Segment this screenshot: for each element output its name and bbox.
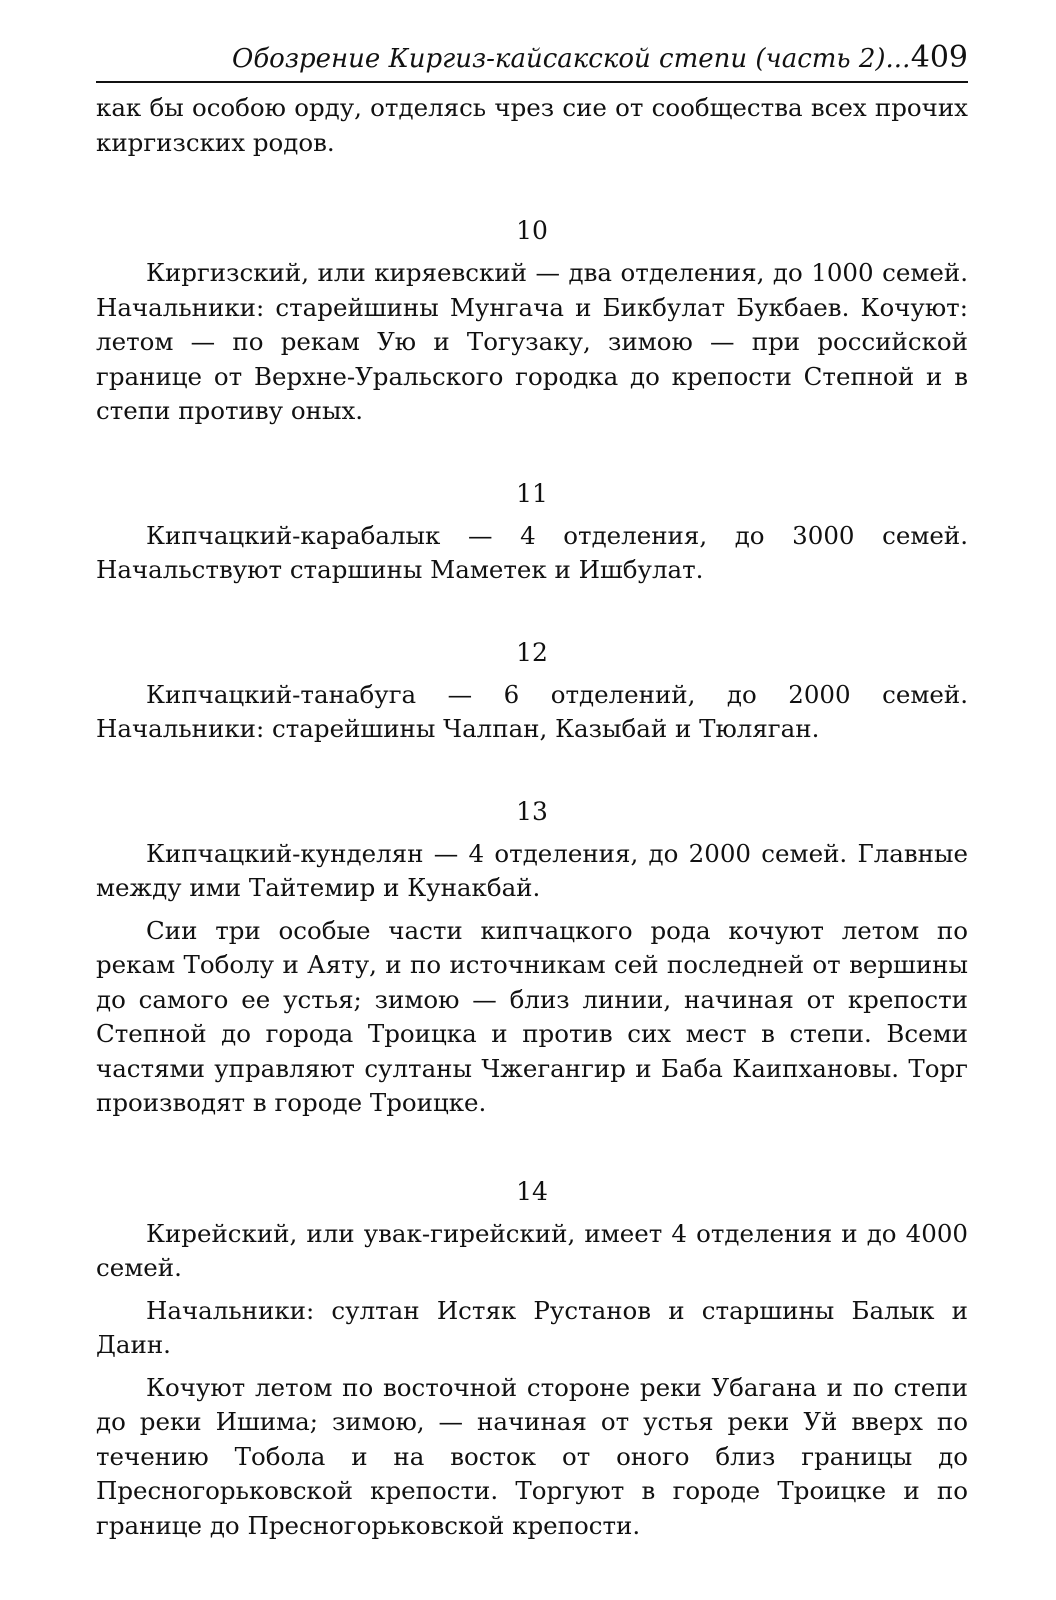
section-13-paragraph-1: Кипчацкий-кунделян — 4 отделения, до 2000 семей. Главные между ими Тайтемир и Кунакбай. [96, 838, 968, 902]
page [96, 40, 968, 1543]
section-number-10: 10 [516, 216, 548, 245]
section-14-paragraph-3: Кочуют летом по восточной стороне реки Убагана и по степи до реки Ишима; зимою, — начиная от устья реки Уй вверх по течению Тобола и на восток от оного близ границы до Пресногорьковской крепости. Торгуют в городе Троицке и по границе до Пресногорьковской крепости. [96, 1372, 968, 1540]
section-number-11: 11 [516, 478, 548, 508]
section-number-13: 13 [516, 796, 548, 826]
running-title: Обозрение Киргиз-кайсакской степи (часть 2)... [232, 44, 911, 74]
section-11-paragraph: Кипчацкий-карабалык — 4 отделения, до 3000 семей. Начальствуют старшины Маметек и Ишбулат. [96, 520, 968, 584]
section-12-paragraph: Кипчацкий-танабуга — 6 отделений, до 2000 семей. Начальники: старейшины Чалпан, Казыбай и Тюляган. [96, 679, 968, 743]
section-14-paragraph-1: Кирейский, или увак-гирейский, имеет 4 отделения и до 4000 семей. [96, 1218, 968, 1282]
running-head [96, 40, 968, 83]
intro-paragraph: как бы особою орду, отделясь чрез сие от сообщества всех прочих киргизских родов. [96, 93, 968, 157]
page-number: 409 [910, 40, 968, 75]
section-number-14: 14 [516, 1176, 548, 1206]
section-10-paragraph: Киргизский, или киряевский — два отделения, до 1000 семей. Начальники: старейшины Мунгача и Бикбулат Букбаев. Кочуют: летом — по рекам Ую и Тогузаку, зимою — при российской границе от Верхне-Уральского городка до крепости Степной и в степи противу оных. [96, 258, 968, 425]
section-14-paragraph-2: Начальники: султан Истяк Рустанов и старшины Балык и Даин. [96, 1295, 968, 1359]
section-13-paragraph-2: Сии три особые части кипчацкого рода кочуют летом по рекам Тоболу и Аяту, и по источникам сей последней от вершины до самого ее устья; зимою — близ линии, начиная от крепости Степной до города Троицка и против сих мест в степи. Всеми частями управляют султаны Чжегангир и Баба Каипхановы. Торг производят в городе Троицке. [96, 915, 968, 1117]
section-number-12: 12 [516, 637, 548, 667]
